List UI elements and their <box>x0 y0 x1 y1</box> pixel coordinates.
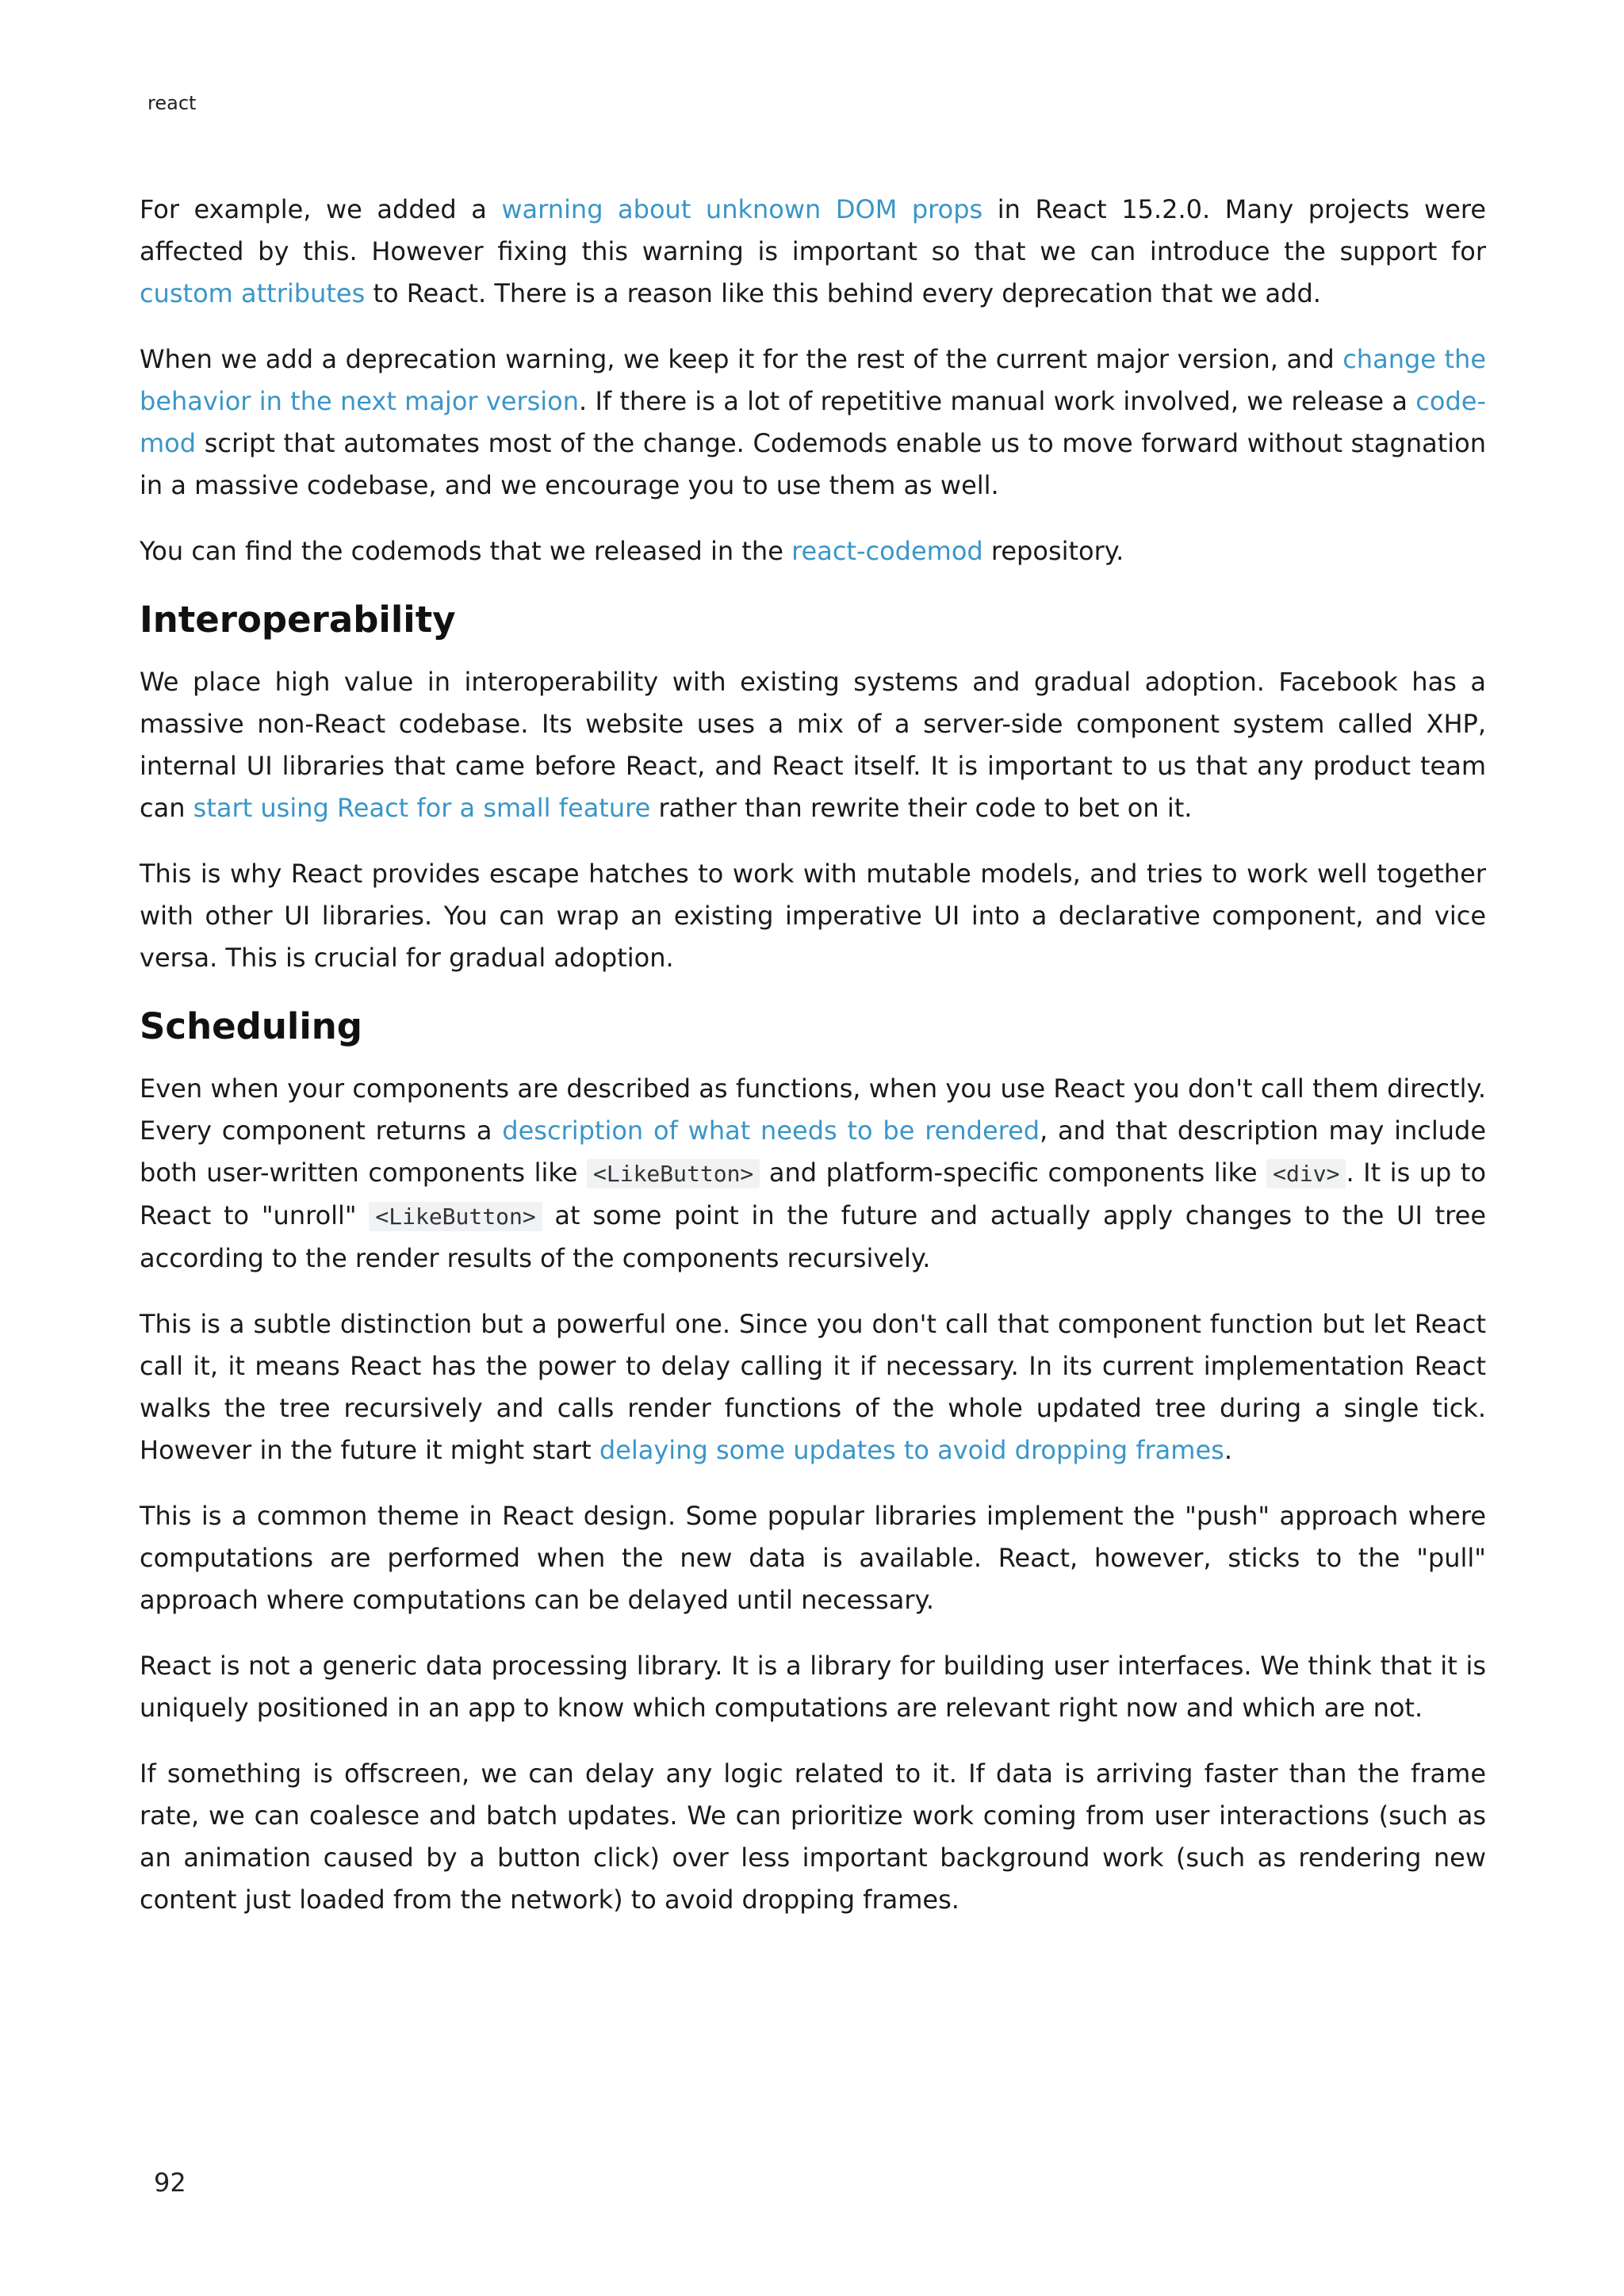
text-span: If something is offscreen, we can delay any logic related to it. If data is arriving faster than the frame rate, we can coalesce and batch updates. We can prioritize work coming from user interactions (such as an animation caused by a button click) over less important background work (such as rendering new content just loaded from the network) to avoid dropping frames. <box>140 1758 1486 1915</box>
scheduling-paragraph-1 <box>140 1068 1486 1280</box>
text-span: For example, we added a <box>140 194 502 224</box>
interoperability-paragraph-1 <box>140 661 1486 829</box>
text-span: and platform-specific components like <box>760 1158 1267 1188</box>
change-behavior-next-major-link[interactable]: change the behavior in the next major version <box>140 344 1487 416</box>
text-span: This is a subtle distinction but a powerful one. Since you don't call that component function but let React call it, it means React has the power to delay calling it if necessary. In its current implementation React walks the tree recursively and calls render functions of the whole updated tree during a single tick. However in the future it might start <box>140 1309 1486 1465</box>
text-span: , and that description may include both user-written components like <box>140 1115 1486 1188</box>
text-span: to React. There is a reason like this behind every deprecation that we add. <box>365 278 1321 308</box>
text-span: at some point in the future and actually apply changes to the UI tree according to the render results of the components recursively. <box>140 1200 1487 1273</box>
scheduling-heading: Scheduling <box>140 1005 362 1047</box>
likebutton-code: <LikeButton> <box>587 1159 760 1188</box>
text-span: . <box>1224 1435 1232 1465</box>
text-span: This is a common theme in React design. Some popular libraries implement the "push" approach where computations are performed when the new data is available. React, however, sticks to the "pull" approach where computations can be delayed until necessary. <box>140 1501 1486 1615</box>
running-header: react <box>147 92 197 114</box>
document-body <box>140 189 1486 1945</box>
page-number: 92 <box>154 2168 186 2198</box>
deprecation-paragraph-3 <box>140 530 1486 572</box>
scheduling-paragraph-3 <box>140 1495 1486 1621</box>
text-span: in React 15.2.0. Many projects were affected by this. However fixing this warning is important so that we can introduce the support for <box>140 194 1487 266</box>
text-span: React is not a generic data processing library. It is a library for building user interfaces. We think that it is uniquely positioned in an app to know which computations are relevant right now and which are not. <box>140 1651 1486 1723</box>
deprecation-paragraph-1 <box>140 189 1486 315</box>
text-span: rather than rewrite their code to bet on it. <box>650 793 1193 823</box>
scheduling-paragraph-2 <box>140 1303 1486 1471</box>
start-using-react-link[interactable]: start using React for a small feature <box>193 793 651 823</box>
text-span: . If there is a lot of repetitive manual work involved, we release a <box>579 386 1416 416</box>
text-span: . It is up to React to "unroll" <box>140 1158 1487 1230</box>
text-span: script that automates most of the change. Codemods enable us to move forward without stagnation in a massive codebase, and we encourage you to use them as well. <box>140 428 1486 500</box>
text-span: Even when your components are described as functions, when you use React you don't call them directly. Every component returns a <box>140 1073 1486 1146</box>
text-span: You can find the codemods that we released in the <box>140 536 792 566</box>
deprecation-paragraph-2 <box>140 339 1486 507</box>
interoperability-paragraph-2 <box>140 853 1486 979</box>
div-code: <div> <box>1266 1159 1346 1188</box>
unknown-dom-props-warning-link[interactable]: warning about unknown DOM props <box>501 194 983 224</box>
text-span: We place high value in interoperability with existing systems and gradual adoption. Facebook has a massive non-React codebase. Its website uses a mix of a server-side component system called XHP, internal UI libraries that came before React, and React itself. It is important to us that any product team can <box>140 667 1486 823</box>
custom-attributes-link[interactable]: custom attributes <box>140 278 366 308</box>
scheduling-paragraph-4 <box>140 1645 1486 1729</box>
description-of-render-link[interactable]: description of what needs to be rendered <box>502 1115 1040 1146</box>
delaying-updates-link[interactable]: delaying some updates to avoid dropping frames <box>599 1435 1224 1465</box>
text-span: repository. <box>982 536 1124 566</box>
codemod-link[interactable]: codemod <box>140 386 1487 458</box>
likebutton-code: <LikeButton> <box>369 1202 542 1231</box>
text-span: This is why React provides escape hatches to work with mutable models, and tries to work well together with other UI libraries. You can wrap an existing imperative UI into a declarative component, and vice versa. This is crucial for gradual adoption. <box>140 859 1486 973</box>
scheduling-paragraph-5 <box>140 1753 1486 1921</box>
interoperability-heading: Interoperability <box>140 599 456 641</box>
react-codemod-link[interactable]: react-codemod <box>791 536 983 566</box>
text-span: When we add a deprecation warning, we keep it for the rest of the current major version, and <box>140 344 1343 374</box>
